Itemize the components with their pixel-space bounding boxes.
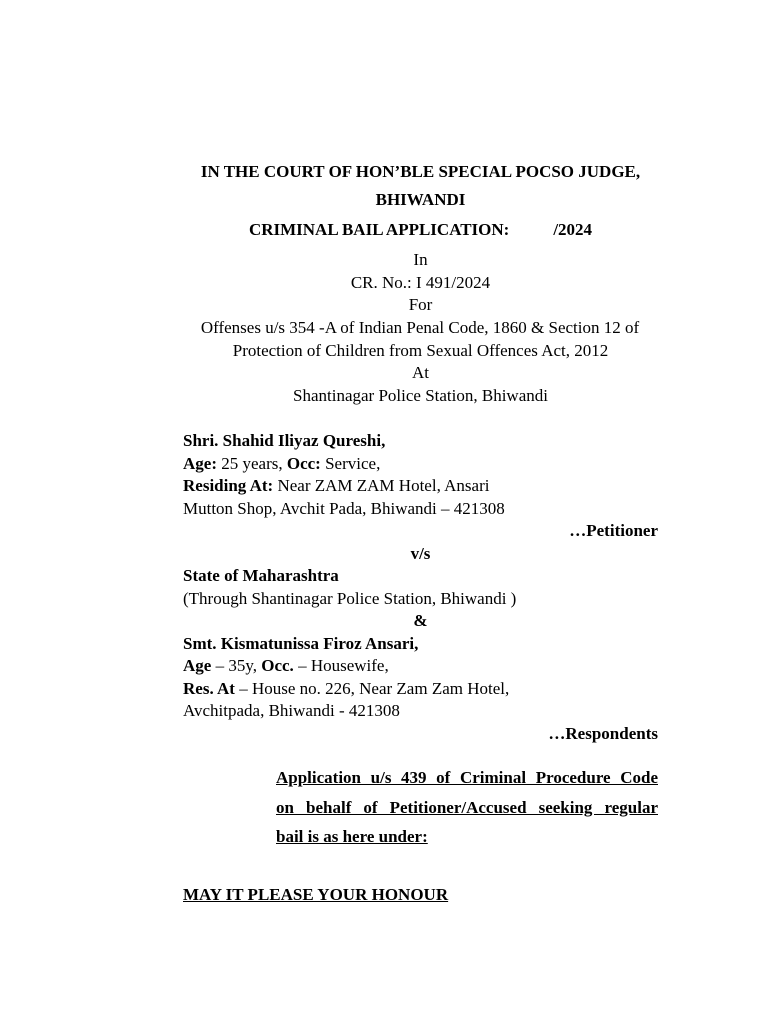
respondent2-occ-value: – Housewife, <box>293 656 389 675</box>
petitioner-residing-label: Residing At: <box>183 476 274 495</box>
petitioner-residence <box>183 475 658 497</box>
respondent2-occ-label: Occ. <box>261 656 294 675</box>
respondent2-residence <box>183 678 658 700</box>
respondent1-through: (Through Shantinagar Police Station, Bhiwandi ) <box>183 589 517 608</box>
salutation: MAY IT PLEASE YOUR HONOUR <box>183 885 449 904</box>
court-title-line1: IN THE COURT OF HON’BLE SPECIAL POCSO JUDGE, <box>200 162 641 181</box>
application-heading <box>183 219 658 241</box>
respondent1-name: State of Maharashtra <box>183 566 339 585</box>
case-for: For <box>408 295 433 314</box>
offense-line1: Offenses u/s 354 -A of Indian Penal Code, 1860 & Section 12 of <box>200 318 640 337</box>
petitioner-name: Shri. Shahid Iliyaz Qureshi, <box>183 431 386 450</box>
respondent2-age-value: – 35y, <box>211 656 262 675</box>
application-line1: Application u/s 439 of Criminal Procedure Code <box>276 768 658 787</box>
respondent2-res-label: Res. At <box>183 679 235 698</box>
police-station: Shantinagar Police Station, Bhiwandi <box>293 386 548 405</box>
petitioner-residing-value: Near ZAM ZAM Hotel, Ansari <box>273 476 490 495</box>
application-line3: bail is as here under: <box>276 827 428 846</box>
respondents-role: …Respondents <box>548 724 658 743</box>
case-cr-no: CR. No.: I 491/2024 <box>350 273 491 292</box>
case-at: At <box>412 363 429 382</box>
application-label: CRIMINAL BAIL APPLICATION: <box>248 220 510 239</box>
petitioner-occ-label: Occ: <box>286 454 321 473</box>
application-line2: on behalf of Petitioner/Accused seeking regular <box>276 798 658 817</box>
respondent2-address-line2: Avchitpada, Bhiwandi - 421308 <box>183 701 400 720</box>
respondent2-age-label: Age <box>183 656 212 675</box>
petitioner-address-line2: Mutton Shop, Avchit Pada, Bhiwandi – 421308 <box>183 499 505 518</box>
petitioner-age-occ <box>183 453 658 475</box>
petitioner-age-label: Age: <box>183 454 217 473</box>
court-title-line2: BHIWANDI <box>375 190 466 209</box>
respondent2-age-occ <box>183 655 658 677</box>
petitioner-age-value: 25 years, <box>216 454 287 473</box>
ampersand: & <box>413 611 428 630</box>
case-in: In <box>413 250 428 269</box>
versus: v/s <box>410 544 431 563</box>
petitioner-occ-value: Service, <box>320 454 381 473</box>
offense-line2: Protection of Children from Sexual Offences Act, 2012 <box>232 341 609 360</box>
respondent2-name: Smt. Kismatunissa Firoz Ansari, <box>183 634 419 653</box>
petitioner-role: …Petitioner <box>569 521 658 540</box>
application-number: /2024 <box>553 220 593 239</box>
respondent2-res-value: – House no. 226, Near Zam Zam Hotel, <box>234 679 510 698</box>
